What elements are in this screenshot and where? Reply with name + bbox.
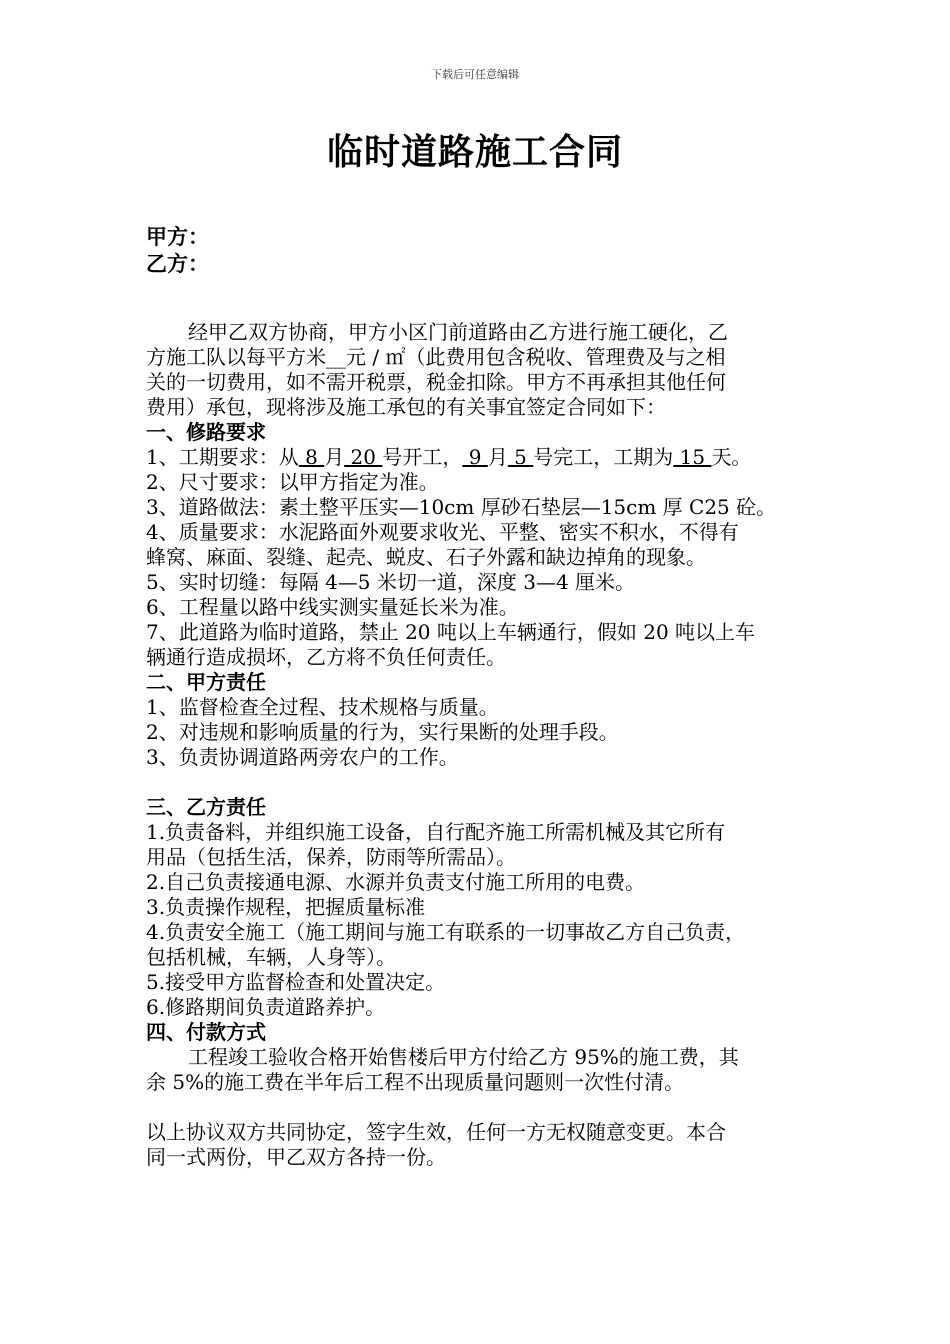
list-item: 6.修路期间负责道路养护。 <box>146 995 386 1019</box>
section-heading-party-a-duties: 二、甲方责任 <box>146 670 266 694</box>
section-heading-payment: 四、付款方式 <box>146 1020 266 1044</box>
section-heading-road-requirements: 一、修路要求 <box>146 420 266 444</box>
document-title: 临时道路施工合同 <box>326 132 623 173</box>
list-item: 3、道路做法：素土整平压实—10cm 厚砂石垫层—15cm 厚 C25 砼。 <box>146 495 777 519</box>
schedule-requirement-line <box>146 445 810 470</box>
list-item: 5、实时切缝：每隔 4—5 米切一道，深度 3—4 厘米。 <box>146 570 636 594</box>
spacer <box>146 1095 810 1120</box>
list-item: 蜂窝、麻面、裂缝、起壳、蜕皮、石子外露和缺边掉角的现象。 <box>146 545 706 569</box>
duration-days: 15 <box>673 445 712 469</box>
text-fragment: 1、工期要求：从 <box>146 445 299 469</box>
list-item: 4.负责安全施工（施工期间与施工有联系的一切事故乙方自己负责， <box>146 920 746 944</box>
intro-line: 经甲乙双方协商，甲方小区门前道路由乙方进行施工硬化，乙 <box>188 320 728 344</box>
list-item: 辆通行造成损坏，乙方将不负任何责任。 <box>146 645 506 669</box>
list-item: 7、此道路为临时道路，禁止 20 吨以上车辆通行，假如 20 吨以上车 <box>146 620 756 644</box>
list-item: 2、对违规和影响质量的行为，实行果断的处理手段。 <box>146 720 619 744</box>
section-heading-party-b-duties: 三、乙方责任 <box>146 795 266 819</box>
list-item: 包括机械，车辆，人身等）。 <box>146 945 396 969</box>
header-note: 下载后可任意编辑 <box>431 68 519 81</box>
end-day: 5 <box>507 445 534 469</box>
intro-line: 方施工队以每平方米__元 / ㎡（此费用包含税收、管理费及与之相 <box>146 345 726 369</box>
list-item: 3.负责操作规程，把握质量标准 <box>146 895 426 919</box>
list-item: 1.负责备料，并组织施工设备，自行配齐施工所需机械及其它所有 <box>146 820 726 844</box>
list-item: 6、工程量以路中线实测实量延长米为准。 <box>146 595 519 619</box>
list-item: 2、尺寸要求：以甲方指定为准。 <box>146 470 439 494</box>
closing-line: 同一式两份，甲乙双方各持一份。 <box>146 1145 446 1169</box>
contract-body <box>146 320 810 1170</box>
text-fragment: 天。 <box>711 445 752 469</box>
parties-block <box>146 224 209 278</box>
list-item: 3、负责协调道路两旁农户的工作。 <box>146 745 459 769</box>
list-item: 2.自己负责接通电源、水源并负责支付施工所用的电费。 <box>146 870 646 894</box>
party-b-label: 乙方： <box>146 252 209 276</box>
payment-line: 余 5%的施工费在半年后工程不出现质量问题则一次性付清。 <box>146 1070 685 1094</box>
list-item: 用品（包括生活，保养，防雨等所需品）。 <box>146 845 516 869</box>
list-item: 4、质量要求：水泥路面外观要求收光、平整、密实不积水，不得有 <box>146 520 739 544</box>
list-item: 1、监督检查全过程、技术规格与质量。 <box>146 695 499 719</box>
closing-line: 以上协议双方共同协定，签字生效，任何一方无权随意变更。本合 <box>146 1120 726 1144</box>
text-fragment: 号完工，工期为 <box>533 445 674 469</box>
end-month: 9 <box>462 445 488 469</box>
intro-line: 关的一切费用，如不需开税票，税金扣除。甲方不再承担其他任何 <box>146 370 726 394</box>
payment-line: 工程竣工验收合格开始售楼后甲方付给乙方 95%的施工费，其 <box>188 1045 739 1069</box>
spacer <box>146 770 810 795</box>
text-fragment: 月 <box>324 445 345 469</box>
intro-line: 费用）承包，现将涉及施工承包的有关事宜签定合同如下： <box>146 395 666 419</box>
start-month: 8 <box>298 445 325 469</box>
list-item: 5.接受甲方监督检查和处置决定。 <box>146 970 446 994</box>
party-a-label: 甲方： <box>146 225 209 249</box>
text-fragment: 月 <box>487 445 508 469</box>
text-fragment: 号开工， <box>382 445 463 469</box>
start-day: 20 <box>344 445 383 469</box>
